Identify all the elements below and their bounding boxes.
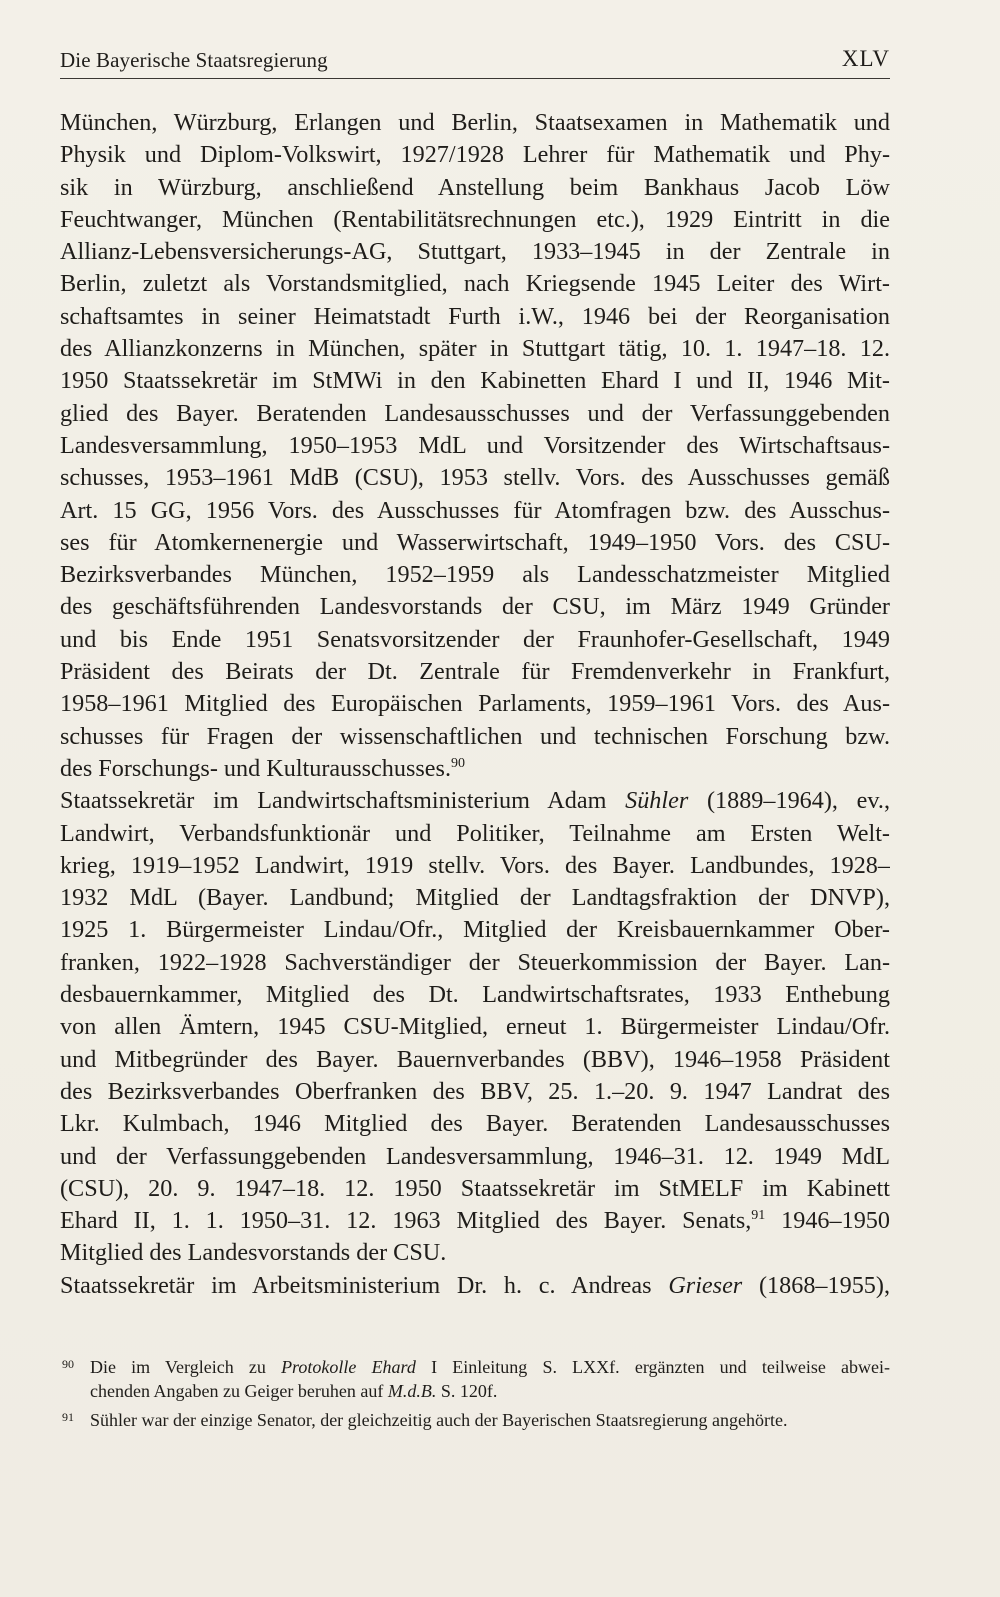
footnote: [60, 1355, 890, 1403]
text-line: des Allianzkonzerns in München, später in Stuttgart tätig, 10. 1. 1947–18. 12.: [60, 335, 890, 363]
running-header: [60, 44, 890, 79]
text-line: von allen Ämtern, 1945 CSU-Mitglied, erneut 1. Bürgermeister Lindau/Ofr.: [60, 1013, 890, 1041]
text-line: [60, 1205, 890, 1237]
text-line: Bezirksverbandes München, 1952–1959 als Landesschatzmeister Mitglied: [60, 561, 890, 589]
line-text: Staatssekretär im Landwirtschaftsministerium Adam: [60, 787, 626, 815]
text-line: 1932 MdL (Bayer. Landbund; Mitglied der Landtagsfraktion der DNVP),: [60, 884, 890, 912]
text-line: und Mitbegründer des Bayer. Bauernverbandes (BBV), 1946–1958 Präsident: [60, 1045, 890, 1073]
text-line: Lkr. Kulmbach, 1946 Mitglied des Bayer. Beratenden Landesausschusses: [60, 1110, 890, 1138]
text-line: des Bezirksverbandes Oberfranken des BBV, 25. 1.–20. 9. 1947 Landrat des: [60, 1077, 890, 1105]
text-line: [60, 1237, 890, 1269]
text-line: krieg, 1919–1952 Landwirt, 1919 stellv. Vors. des Bayer. Landbundes, 1928–: [60, 851, 890, 879]
text-line: ses für Atomkernenergie und Wasserwirtschaft, 1949–1950 Vors. des CSU-: [60, 528, 890, 556]
text-line: Landwirt, Verbandsfunktionär und Politiker, Teilnahme am Ersten Welt-: [60, 819, 890, 847]
line-text: 1946–1950: [765, 1207, 890, 1235]
line-text: (1889–1964), ev.,: [688, 787, 890, 815]
text-line: glied des Bayer. Beratenden Landesausschusses und der Verfassunggebenden: [60, 399, 890, 427]
footnote-reference: 91: [751, 1208, 766, 1224]
page-number: XLV: [841, 46, 890, 71]
text-line: schusses für Fragen der wissenschaftlichen und technischen Forschung bzw.: [60, 722, 890, 750]
line-italic: Sühler: [625, 787, 689, 815]
running-title: Die Bayerische Staatsregierung: [60, 48, 328, 72]
text-line: des geschäftsführenden Landesvorstands der CSU, im März 1949 Gründer: [60, 593, 890, 621]
text-line: (CSU), 20. 9. 1947–18. 12. 1950 Staatssekretär im StMELF im Kabinett: [60, 1174, 890, 1202]
footnote-text: S. 120f.: [436, 1381, 498, 1401]
footnote-line: [90, 1355, 890, 1379]
text-line: Art. 15 GG, 1956 Vors. des Ausschusses für Atomfragen bzw. des Ausschus-: [60, 496, 890, 524]
footnotes: [60, 1355, 890, 1432]
text-line: und der Verfassunggebenden Landesversammlung, 1946–31. 12. 1949 MdL: [60, 1142, 890, 1170]
text-line: und bis Ende 1951 Senatsvorsitzender der Fraunhofer-Gesellschaft, 1949: [60, 625, 890, 653]
text-line: 1958–1961 Mitglied des Europäischen Parlaments, 1959–1961 Vors. des Aus-: [60, 690, 890, 718]
text-line: desbauernkammer, Mitglied des Dt. Landwirtschaftsrates, 1933 Enthebung: [60, 981, 890, 1009]
text-line: schusses, 1953–1961 MdB (CSU), 1953 stellv. Vors. des Ausschusses gemäß: [60, 464, 890, 492]
footnote-text: chenden Angaben zu Geiger beruhen auf: [90, 1381, 388, 1401]
text-line: Berlin, zuletzt als Vorstandsmitglied, nach Kriegsende 1945 Leiter des Wirt-: [60, 270, 890, 298]
footnote-line: [90, 1408, 890, 1432]
line-italic: Grieser: [668, 1271, 743, 1299]
text-line: Allianz-Lebensversicherungs-AG, Stuttgart, 1933–1945 in der Zentrale in: [60, 238, 890, 266]
text-line: 1925 1. Bürgermeister Lindau/Ofr., Mitglied der Kreisbauernkammer Ober-: [60, 916, 890, 944]
text-line: Feuchtwanger, München (Rentabilitätsrechnungen etc.), 1929 Eintritt in die: [60, 205, 890, 233]
text-line: München, Würzburg, Erlangen und Berlin, Staatsexamen in Mathematik und: [60, 109, 890, 136]
footnote-line: [90, 1379, 890, 1403]
footnote-text: I Einleitung S. LXXf. ergänzten und teilweise abwei-: [415, 1357, 890, 1377]
footnote-reference: 90: [451, 755, 466, 771]
footnote: [60, 1408, 890, 1432]
footnote-number: 90: [62, 1357, 74, 1371]
text-line: 1950 Staatssekretär im StMWi in den Kabinetten Ehard I und II, 1946 Mit-: [60, 367, 890, 395]
text-line: Physik und Diplom-Volkswirt, 1927/1928 Lehrer für Mathematik und Phy-: [60, 141, 890, 169]
footnote-number: 91: [62, 1410, 74, 1424]
footnote-italic: M.d.B.: [387, 1381, 437, 1401]
footnote-italic: Protokolle Ehard: [281, 1357, 416, 1377]
text-line: [60, 785, 890, 817]
footnote-text: Die im Vergleich zu: [90, 1357, 282, 1377]
text-line: Präsident des Beirats der Dt. Zentrale für Fremdenverkehr in Frankfurt,: [60, 658, 890, 686]
line-text: des Forschungs- und Kulturausschusses.: [60, 754, 452, 782]
text-line: franken, 1922–1928 Sachverständiger der Steuerkommission der Bayer. Lan-: [60, 948, 890, 976]
line-text: Mitglied des Landesvorstands der CSU.: [60, 1239, 447, 1267]
line-text: (1868–1955),: [742, 1271, 890, 1299]
text-line: schaftsamtes in seiner Heimatstadt Furth i.W., 1946 bei der Reorganisation: [60, 302, 890, 330]
line-text: Ehard II, 1. 1. 1950–31. 12. 1963 Mitglied des Bayer. Senats,: [60, 1207, 752, 1235]
main-text: [60, 107, 890, 1302]
text-line: [60, 1270, 890, 1302]
footnote-text: Sühler war der einzige Senator, der gleichzeitig auch der Bayerischen Staatsregierung angehörte.: [90, 1410, 788, 1430]
text-line: Landesversammlung, 1950–1953 MdL und Vorsitzender des Wirtschaftsaus-: [60, 431, 890, 459]
text-line: [60, 753, 890, 785]
text-line: sik in Würzburg, anschließend Anstellung beim Bankhaus Jacob Löw: [60, 173, 890, 201]
line-text: Staatssekretär im Arbeitsministerium Dr. h. c. Andreas: [60, 1271, 669, 1299]
